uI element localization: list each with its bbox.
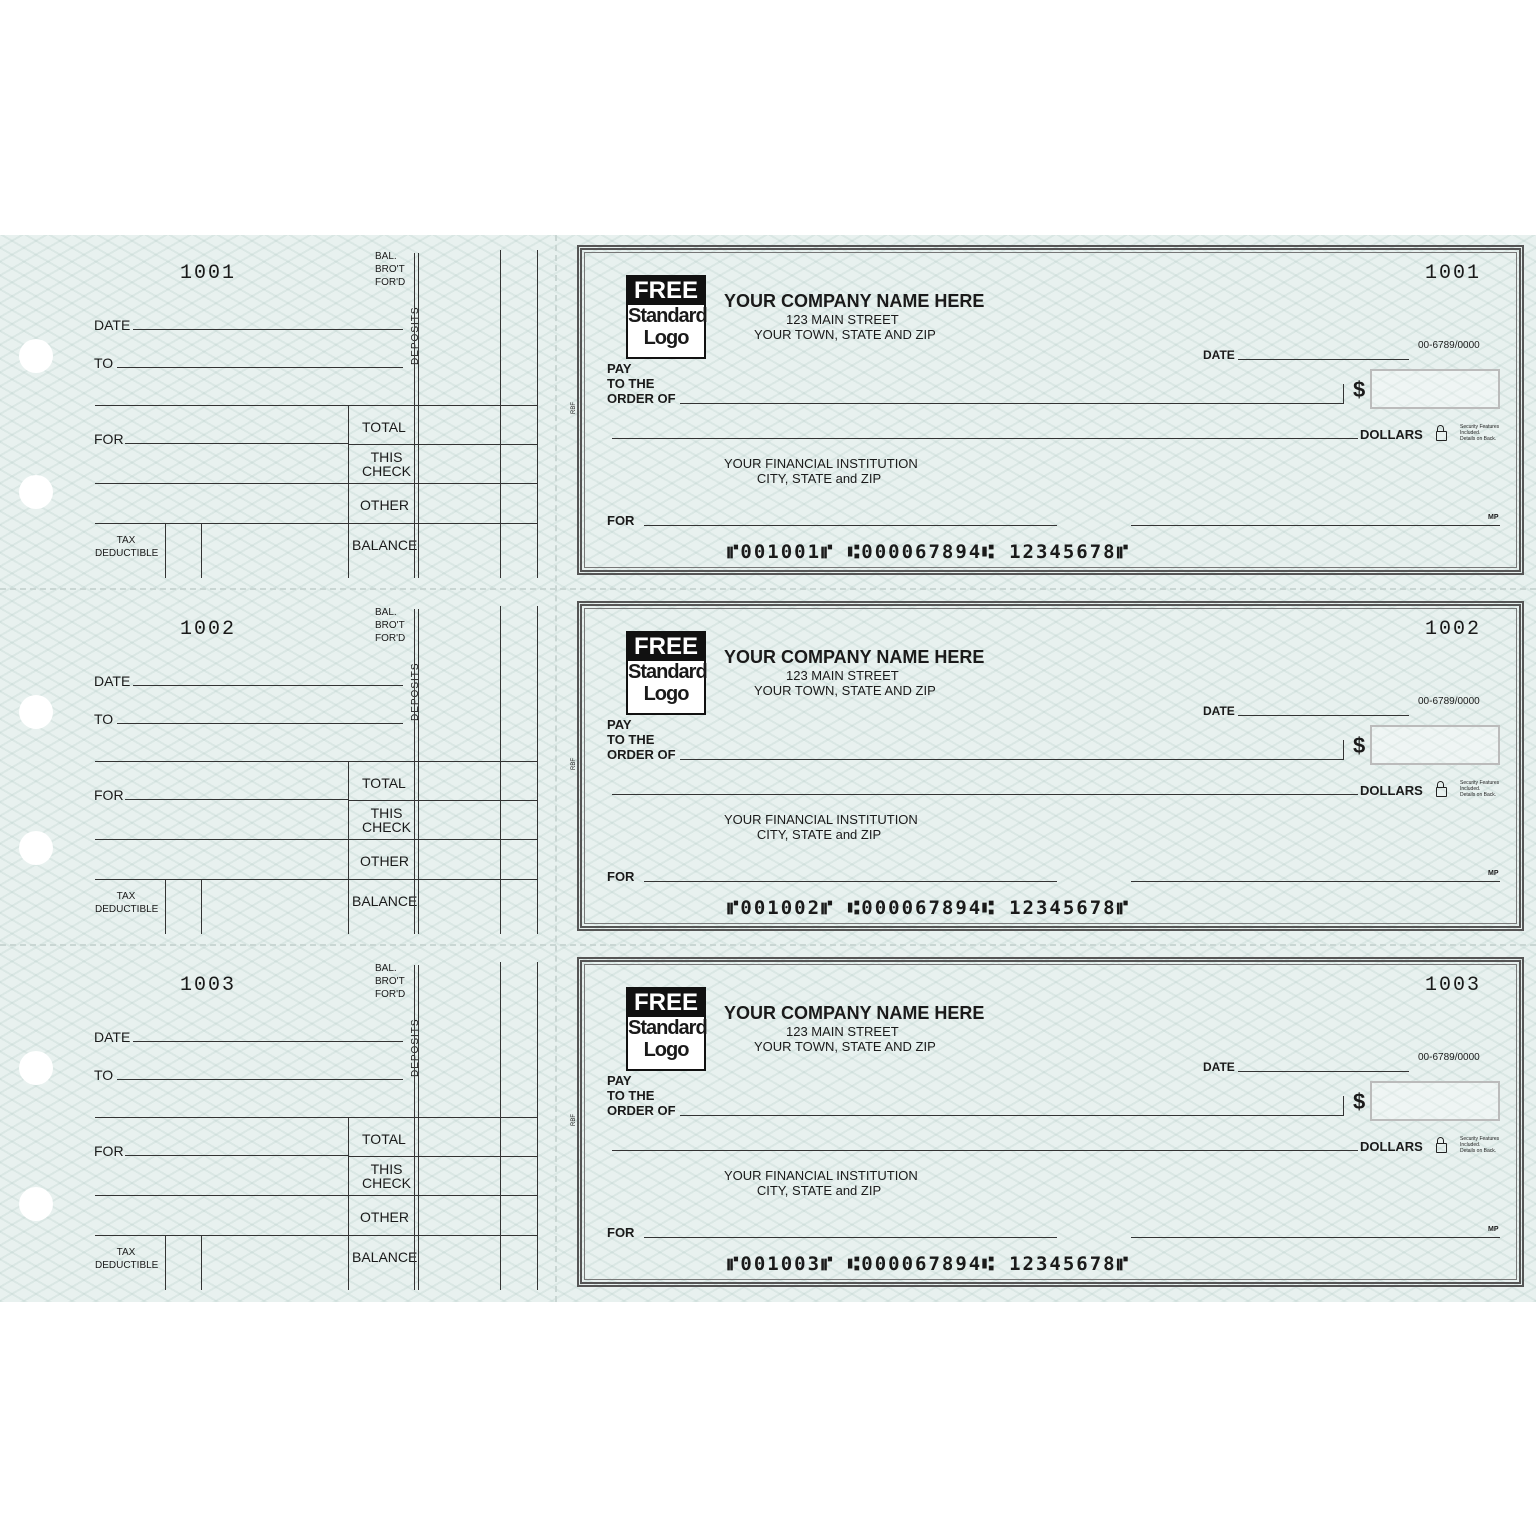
stub-column-line [414, 965, 415, 1290]
stub-column-line [500, 962, 501, 1290]
stub-total-label: TOTAL [362, 419, 406, 435]
stub-column-line [500, 606, 501, 934]
binder-hole [19, 695, 53, 729]
signature-line[interactable] [1131, 525, 1500, 526]
stub-column-line [165, 879, 166, 934]
stub-column-line [348, 405, 349, 578]
mp-label: MP [1488, 514, 1499, 521]
dollars-label: DOLLARS [1360, 783, 1423, 798]
stub-date-label: DATE [94, 317, 131, 333]
stub-divider [95, 1117, 538, 1118]
company-city: YOUR TOWN, STATE AND ZIP [754, 683, 936, 698]
check-date-label: DATE [1203, 1060, 1235, 1074]
payee-line[interactable] [680, 403, 1343, 404]
security-features-note: Security Features Included. Details on Back. [1460, 780, 1500, 798]
routing-fraction: 00-6789/0000 [1418, 696, 1480, 707]
check-sheet [0, 235, 1536, 1302]
company-name: YOUR COMPANY NAME HERE [724, 647, 985, 667]
memo-line[interactable] [644, 525, 1057, 526]
stub-to-line[interactable] [117, 723, 403, 724]
stub-divider [95, 523, 538, 524]
stub-divider [95, 839, 538, 840]
dollars-label: DOLLARS [1360, 427, 1423, 442]
check-side-code: RBF [571, 758, 577, 770]
binder-hole [19, 475, 53, 509]
memo-for-label: FOR [607, 1225, 635, 1240]
stub-column-line [418, 609, 419, 934]
bank-info: YOUR FINANCIAL INSTITUTION CITY, STATE and ZIP [724, 812, 918, 842]
stub-total-label: TOTAL [362, 1131, 406, 1147]
binder-hole [19, 1051, 53, 1085]
stub-column-line [201, 523, 202, 578]
stub-check-number: 1001 [180, 262, 237, 285]
stub-for-label: FOR [94, 787, 124, 803]
binder-hole [19, 831, 53, 865]
stub-column-line [414, 253, 415, 578]
stub-tax-deductible-label: TAX DEDUCTIBLE [95, 1247, 159, 1271]
stub-check-number: 1002 [180, 618, 237, 641]
check-row [0, 235, 1536, 591]
stub-bal-brot-ford-label: BAL. BRO'T FOR'D [375, 251, 406, 288]
dollar-sign: $ [1353, 1089, 1366, 1114]
stub-column-line [537, 250, 538, 578]
check-row [0, 591, 1536, 947]
company-city: YOUR TOWN, STATE AND ZIP [754, 327, 936, 342]
payee-line[interactable] [680, 1115, 1343, 1116]
check-date-line[interactable] [1238, 1071, 1409, 1072]
stub-deposits-label: DEPOSITS [410, 1018, 421, 1077]
stub-deposits-label: DEPOSITS [410, 306, 421, 365]
stub-divider [95, 761, 538, 762]
stub-date-line[interactable] [133, 329, 403, 330]
stub-column-line [418, 965, 419, 1290]
dollars-label: DOLLARS [1360, 1139, 1423, 1154]
pay-to-the-order-of-label: PAY TO THE ORDER OF [607, 361, 676, 406]
stub-column-line [537, 606, 538, 934]
stub-other-label: OTHER [360, 1209, 409, 1225]
stub-date-label: DATE [94, 1029, 131, 1045]
payee-line-end [1343, 740, 1344, 760]
bank-info: YOUR FINANCIAL INSTITUTION CITY, STATE and ZIP [724, 1168, 918, 1198]
amount-box[interactable] [1370, 1081, 1500, 1121]
check-number: 1003 [1425, 974, 1482, 997]
padlock-icon [1436, 1143, 1447, 1153]
company-name: YOUR COMPANY NAME HERE [724, 1003, 985, 1023]
check-number: 1001 [1425, 262, 1482, 285]
stub-to-line[interactable] [117, 367, 403, 368]
stub-balance-label: BALANCE [352, 893, 418, 909]
stub-to-label: TO [94, 1067, 114, 1083]
mp-label: MP [1488, 870, 1499, 877]
check-number: 1002 [1425, 618, 1482, 641]
amount-box[interactable] [1370, 725, 1500, 765]
stub-divider [95, 483, 538, 484]
stub-date-line[interactable] [133, 1041, 403, 1042]
bank-info: YOUR FINANCIAL INSTITUTION CITY, STATE and ZIP [724, 456, 918, 486]
stub-column-line [537, 962, 538, 1290]
payee-line-end [1343, 384, 1344, 404]
written-amount-line[interactable] [612, 1150, 1358, 1151]
stub-column-line [414, 609, 415, 934]
stub-this-check-label: THIS CHECK [362, 449, 412, 479]
stub-to-label: TO [94, 355, 114, 371]
stub-other-label: OTHER [360, 853, 409, 869]
stub-tax-deductible-label: TAX DEDUCTIBLE [95, 535, 159, 559]
check-date-line[interactable] [1238, 359, 1409, 360]
company-street: 123 MAIN STREET [786, 312, 899, 327]
stub-column-line [348, 761, 349, 934]
stub-column-line [165, 523, 166, 578]
security-features-note: Security Features Included. Details on Back. [1460, 1136, 1500, 1154]
stub-deposits-label: DEPOSITS [410, 662, 421, 721]
memo-for-label: FOR [607, 869, 635, 884]
stub-divider [95, 1235, 538, 1236]
memo-for-label: FOR [607, 513, 635, 528]
micr-line: ⑈001002⑈ ⑆000067894⑆ 12345678⑈ [727, 897, 1130, 919]
written-amount-line[interactable] [612, 794, 1358, 795]
mp-label: MP [1488, 1226, 1499, 1233]
stub-tax-deductible-label: TAX DEDUCTIBLE [95, 891, 159, 915]
stub-balance-label: BALANCE [352, 537, 418, 553]
company-city: YOUR TOWN, STATE AND ZIP [754, 1039, 936, 1054]
company-street: 123 MAIN STREET [786, 1024, 899, 1039]
micr-line: ⑈001001⑈ ⑆000067894⑆ 12345678⑈ [727, 541, 1130, 563]
free-standard-logo: FREE Standard Logo [626, 987, 706, 1071]
check-date-line[interactable] [1238, 715, 1409, 716]
memo-line[interactable] [644, 881, 1057, 882]
stub-column-line [165, 1235, 166, 1290]
stub-date-line[interactable] [133, 685, 403, 686]
stub-column-line [348, 1117, 349, 1290]
stub-date-label: DATE [94, 673, 131, 689]
stub-bal-brot-ford-label: BAL. BRO'T FOR'D [375, 607, 406, 644]
stub-divider [348, 1156, 538, 1157]
stub-to-line[interactable] [117, 1079, 403, 1080]
payee-line-end [1343, 1096, 1344, 1116]
company-street: 123 MAIN STREET [786, 668, 899, 683]
stub-balance-label: BALANCE [352, 1249, 418, 1265]
stub-for-line[interactable] [125, 1155, 348, 1156]
check-date-label: DATE [1203, 704, 1235, 718]
check-date-label: DATE [1203, 348, 1235, 362]
stub-divider [95, 879, 538, 880]
stub-divider [348, 444, 538, 445]
stub-to-label: TO [94, 711, 114, 727]
stub-this-check-label: THIS CHECK [362, 805, 412, 835]
dollar-sign: $ [1353, 733, 1366, 758]
stub-divider [95, 405, 538, 406]
stub-column-line [418, 253, 419, 578]
pay-to-the-order-of-label: PAY TO THE ORDER OF [607, 717, 676, 762]
security-features-note: Security Features Included. Details on Back. [1460, 424, 1500, 442]
signature-line[interactable] [1131, 1237, 1500, 1238]
payee-line[interactable] [680, 759, 1343, 760]
memo-line[interactable] [644, 1237, 1057, 1238]
stub-column-line [201, 1235, 202, 1290]
written-amount-line[interactable] [612, 438, 1358, 439]
stub-check-number: 1003 [180, 974, 237, 997]
check-row [0, 947, 1536, 1303]
check-side-code: RBF [571, 1114, 577, 1126]
stub-total-label: TOTAL [362, 775, 406, 791]
amount-box[interactable] [1370, 369, 1500, 409]
padlock-icon [1436, 787, 1447, 797]
routing-fraction: 00-6789/0000 [1418, 340, 1480, 351]
stub-divider [95, 1195, 538, 1196]
padlock-icon [1436, 431, 1447, 441]
stub-for-label: FOR [94, 431, 124, 447]
binder-hole [19, 1187, 53, 1221]
stub-other-label: OTHER [360, 497, 409, 513]
routing-fraction: 00-6789/0000 [1418, 1052, 1480, 1063]
stub-divider [348, 800, 538, 801]
pay-to-the-order-of-label: PAY TO THE ORDER OF [607, 1073, 676, 1118]
stub-bal-brot-ford-label: BAL. BRO'T FOR'D [375, 963, 406, 1000]
micr-line: ⑈001003⑈ ⑆000067894⑆ 12345678⑈ [727, 1253, 1130, 1275]
signature-line[interactable] [1131, 881, 1500, 882]
stub-for-line[interactable] [125, 443, 348, 444]
check-side-code: RBF [571, 402, 577, 414]
stub-column-line [201, 879, 202, 934]
binder-hole [19, 339, 53, 373]
stub-this-check-label: THIS CHECK [362, 1161, 412, 1191]
free-standard-logo: FREE Standard Logo [626, 631, 706, 715]
stub-for-label: FOR [94, 1143, 124, 1159]
free-standard-logo: FREE Standard Logo [626, 275, 706, 359]
stub-for-line[interactable] [125, 799, 348, 800]
dollar-sign: $ [1353, 377, 1366, 402]
stub-column-line [500, 250, 501, 578]
company-name: YOUR COMPANY NAME HERE [724, 291, 985, 311]
